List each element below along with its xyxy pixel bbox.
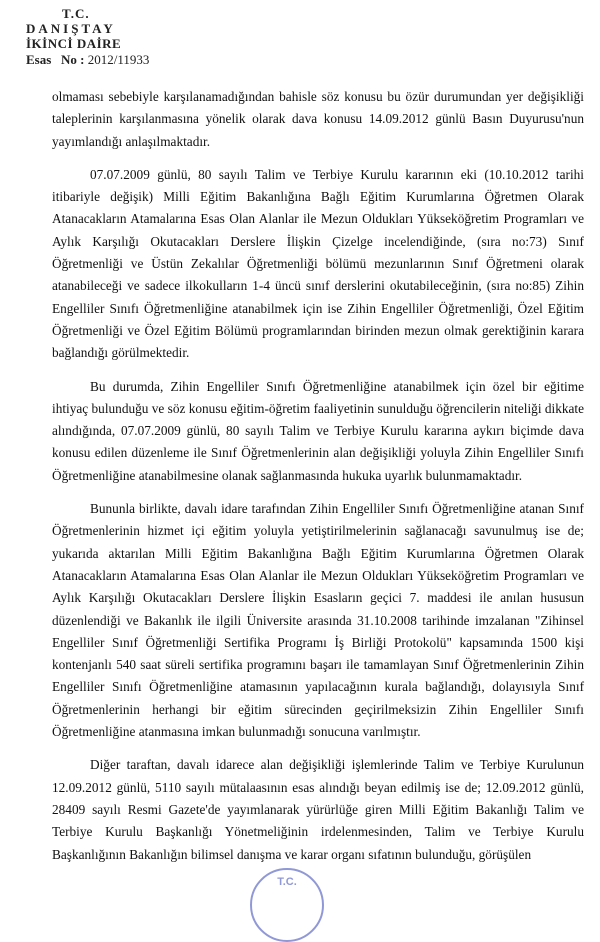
paragraph-bununla-birlikte: Bununla birlikte, davalı idare tarafından Zihin Engelliler Sınıfı Öğretmenliğine atanan Sınıf Öğretmenlerinin hizmet içi eğitim yoluyla yetiştirilmelerinin sağlanacağı savunulmuş ise de; yukarıda aktarılan Milli Eğitim Bakanlığına Bağlı Eğitim Kurumlarına Öğretmen Olarak Atanacakların Atamalarına Esas Olan Alanlar ile Mezun Oldukları Yükseköğretim Programları ve Aylık Karşılığı Okutacakları Derslere İlişkin Esasların geçici 7. maddesi ile anılan hususun düzenlendiği ve Bakanlık ile ilgili Üniversite arasında 31.10.2008 tarihinde imzalanan "Zihinsel Engelliler Sınıf Öğretmenliği Sertifika Programı İş Birliği Protokolü" kapsamında 1500 kişi kontenjanlı 540 saat süreli sertifika programını başarı ile tamamlayan Sınıf Öğretmenlerinin Zihin Engelliler Sınıfı Öğretmenliğine atamasının yapılacağının kurala bağlandığı, dolayısıyla Sınıf Öğretmenlerinin herhangi bir eğitim sürecinden geçirilmeksizin Zihin Engelliler Sınıfı Öğretmenliğine atanmasına imkan bulunmadığı sonucuna varılmıştır. — [52, 501, 584, 740]
header-no-label: No : — [61, 52, 85, 67]
header-court-name: DANIŞTAY — [26, 21, 116, 36]
header-case-number: 2012/11933 — [87, 52, 150, 67]
paragraph-diger-taraftan: Diğer taraftan, davalı idarece alan değişikliği işlemlerinde Talim ve Terbiye Kurulunun 12.09.2012 günlü, 5110 sayılı mütalaasının esas alındığı beyan edilmiş ise de; 12.09.2012 günlü, 28409 sayılı Resmi Gazete'de yayımlanarak yürürlüğe giren Milli Eğitim Bakanlığı Talim ve Terbiye Kurulu Başkanlığı Yönetmeliğinin irdelenmesinden, Talim ve Terbiye Kurulu Başkanlığının Bakanlığın bilimsel danışma ve karar organı sıfatının bulunduğu, görüşülen — [52, 757, 584, 862]
paragraph-continuation: olmaması sebebiyle karşılanamadığından bahisle söz konusu bu özür durumundan yer değişikliği taleplerinin karşılanmasına yönelik olarak dava konusu 14.09.2012 günlü Basın Duyurusu'nun yayımlandığı anlaşılmaktadır. — [52, 89, 584, 149]
header-republic-abbrev: T.C. — [62, 6, 90, 21]
seal-text: T.C. — [277, 876, 297, 888]
header-case-number-line — [26, 52, 149, 67]
header-esas-label: Esas — [26, 52, 52, 67]
document-header — [26, 6, 149, 67]
document-body — [52, 86, 584, 877]
paragraph-talim-terbiye-karari: 07.07.2009 günlü, 80 sayılı Talim ve Terbiye Kurulu kararının eki (10.10.2012 tarihi itibariyle değişik) Milli Eğitim Bakanlığına Bağlı Eğitim Kurumlarına Öğretmen Olarak Atanacakların Atamalarına Esas Olan Alanlar ile Mezun Oldukları Yükseköğretim Programları ve Aylık Karşılığı Okutacakları Derslere İlişkin Çizelge incelendiğinde, (sıra no:73) Sınıf Öğretmenliği ve Üstün Zekalılar Öğretmenliği bölümü mezunlarının Sınıf Öğretmeni olarak atanabileceği ve sadece ilkokulların 1-4 üncü sınıf derslerini okutabileceğinin, (sıra no:85) Zihin Engelliler Sınıfı Öğretmenliğine atanabilmek için ise Zihin Engelliler Öğretmenliği, Özel Eğitim Öğretmenliği ve Özel Eğitim Bölümü programlarından birinden mezun olmak gerektiğinin karara bağlandığı görülmektedir. — [52, 166, 584, 361]
header-chamber-name: İKİNCİ DAİRE — [26, 36, 122, 51]
official-seal-stamp — [250, 868, 324, 942]
paragraph-bu-durumda: Bu durumda, Zihin Engelliler Sınıfı Öğretmenliğine atanabilmek için özel bir eğitime ihtiyaç bulunduğu ve söz konusu eğitim-öğretim faaliyetinin sunulduğu öğrencilerin niteliği dikkate alındığında, 07.07.2009 günlü, 80 sayılı Talim ve Terbiye Kurulu kararına aykırı biçimde dava konusu edilen düzenleme ile Sınıf Öğretmenlerinin alan değişikliği yoluyla Zihin Engelliler Sınıfı Öğretmenliğine atanabilmesine olanak sağlanmasında hukuka uyarlık bulunmamaktadır. — [52, 378, 584, 483]
